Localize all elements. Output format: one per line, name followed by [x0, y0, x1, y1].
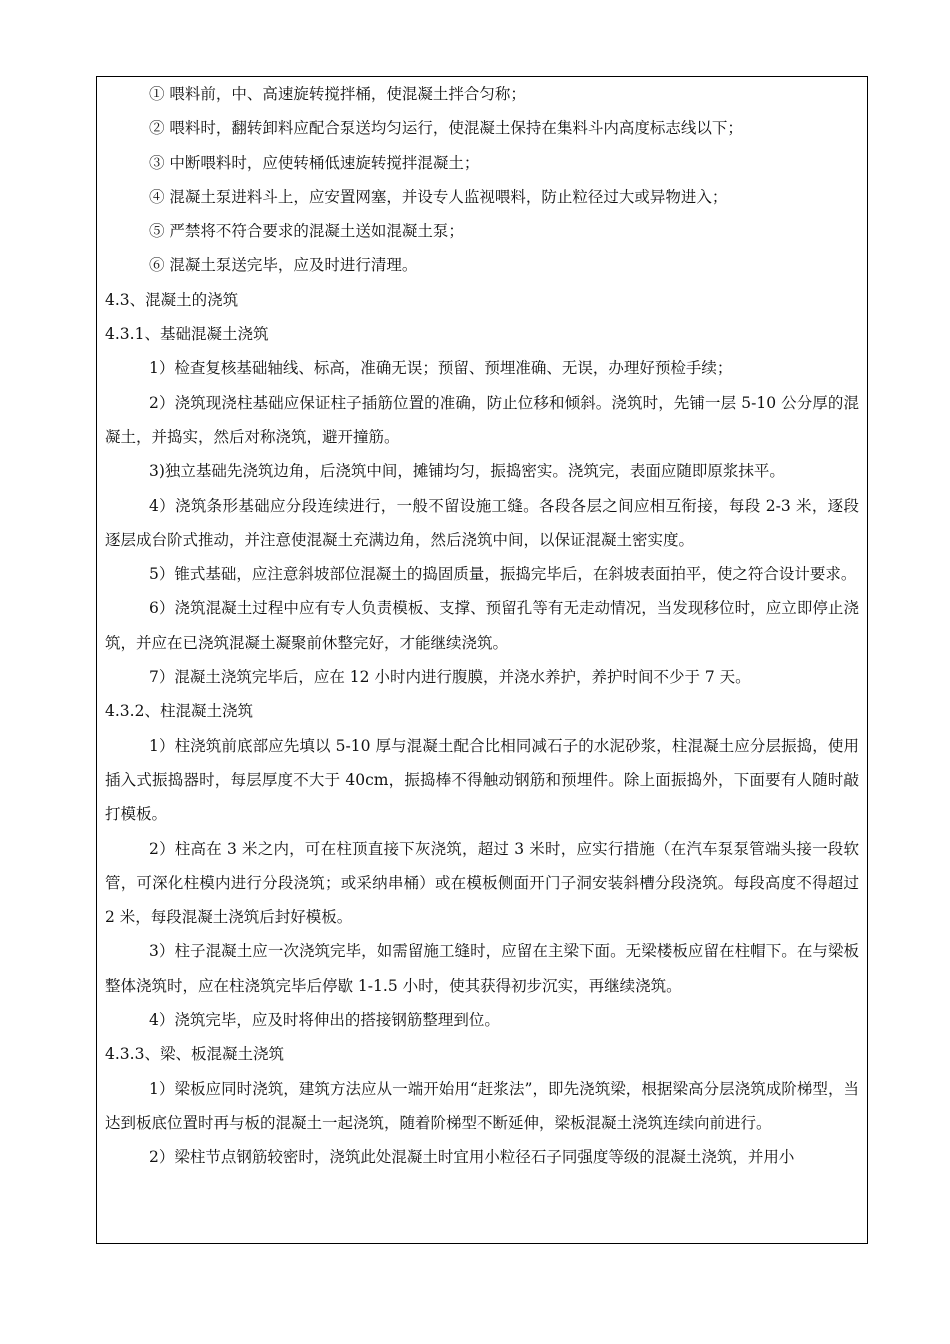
paragraph-column-2: 2）柱高在 3 米之内，可在柱顶直接下灰浇筑，超过 3 米时，应实行措施（在汽车泵泵管端头接一段软管，可深化柱模内进行分段浇筑；或采纳串桶）或在模板侧面开门子洞安装斜槽分段浇筑。每段高度不得超过 2 米，每段混凝土浇筑后封好模板。: [105, 839, 859, 927]
document-frame: [96, 76, 868, 1244]
document-body: [105, 77, 859, 1175]
paragraph-column-3: 3）柱子混凝土应一次浇筑完毕，如需留施工缝时，应留在主梁下面。无梁楼板应留在柱帽下。在与梁板整体浇筑时，应在柱浇筑完毕后停歇 1-1.5 小时，使其获得初步沉实，再继续浇筑。: [105, 942, 859, 995]
list-item-2: ② 喂料时，翻转卸料应配合泵送均匀运行，使混凝土保持在集料斗内高度标志线以下；: [149, 119, 743, 138]
paragraph-foundation-4: 4）浇筑条形基础应分段连续进行，一般不留设施工缝。各段各层之间应相互衔接，每段 2-3 米，逐段逐层成台阶式推动，并注意使混凝土充满边角，然后浇筑中间，以保证混凝土密实度。: [105, 496, 859, 549]
paragraph-beam-slab-2: 2）梁柱节点钢筋较密时，浇筑此处混凝土时宜用小粒径石子同强度等级的混凝土浇筑，并用小: [149, 1148, 795, 1167]
paragraph-foundation-2: 2）浇筑现浇柱基础应保证柱子插筋位置的准确，防止位移和倾斜。浇筑时，先铺一层 5-10 公分厚的混凝土，并捣实，然后对称浇筑，避开撞筋。: [105, 393, 859, 446]
paragraph-beam-slab-1: 1）梁板应同时浇筑，建筑方法应从一端开始用“赶浆法”，即先浇筑梁，根据梁高分层浇筑成阶梯型，当达到板底位置时再与板的混凝土一起浇筑，随着阶梯型不断延伸，梁板混凝土浇筑连续向前进行。: [105, 1079, 859, 1132]
paragraph-foundation-5: 5）锥式基础，应注意斜坡部位混凝土的捣固质量，振捣完毕后，在斜坡表面拍平，使之符合设计要求。: [149, 565, 857, 584]
paragraph-foundation-7: 7）混凝土浇筑完毕后，应在 12 小时内进行腹膜，并浇水养护，养护时间不少于 7 天。: [149, 668, 751, 687]
section-heading-4-3-3: 4.3.3、梁、板混凝土浇筑: [105, 1045, 284, 1064]
list-item-1: ① 喂料前，中、高速旋转搅拌桶，使混凝土拌合匀称；: [149, 85, 526, 103]
section-heading-4-3-2: 4.3.2、柱混凝土浇筑: [105, 702, 253, 721]
list-item-6: ⑥ 混凝土泵送完毕，应及时进行清理。: [149, 256, 418, 275]
paragraph-foundation-1: 1）检查复核基础轴线、标高，准确无误；预留、预埋准确、无误，办理好预检手续；: [149, 359, 733, 378]
paragraph-column-4: 4）浇筑完毕，应及时将伸出的搭接钢筋整理到位。: [149, 1011, 500, 1030]
list-item-4: ④ 混凝土泵进料斗上，应安置网塞，并设专人监视喂料，防止粒径过大或异物进入；: [149, 187, 728, 206]
paragraph-foundation-3: 3)独立基础先浇筑边角，后浇筑中间，摊铺均匀，振捣密实。浇筑完，表面应随即原浆抹平。: [149, 462, 785, 481]
section-heading-4-3-1: 4.3.1、基础混凝土浇筑: [105, 325, 269, 344]
section-heading-4-3: 4.3、混凝土的浇筑: [105, 290, 239, 309]
list-item-3: ③ 中断喂料时，应使转桶低速旋转搅拌混凝土；: [149, 153, 480, 172]
paragraph-foundation-6: 6）浇筑混凝土过程中应有专人负责模板、支撑、预留孔等有无走动情况，当发现移位时，应立即停止浇筑，并应在已浇筑混凝土凝聚前休整完好，才能继续浇筑。: [105, 599, 859, 652]
paragraph-column-1: 1）柱浇筑前底部应先填以 5-10 厚与混凝土配合比相同减石子的水泥砂浆，柱混凝土应分层振捣，使用插入式振捣器时，每层厚度不大于 40cm，振捣棒不得触动钢筋和预埋件。除上面振捣外，下面要有人随时敲打模板。: [105, 736, 859, 824]
list-item-5: ⑤ 严禁将不符合要求的混凝土送如混凝土泵；: [149, 222, 464, 241]
